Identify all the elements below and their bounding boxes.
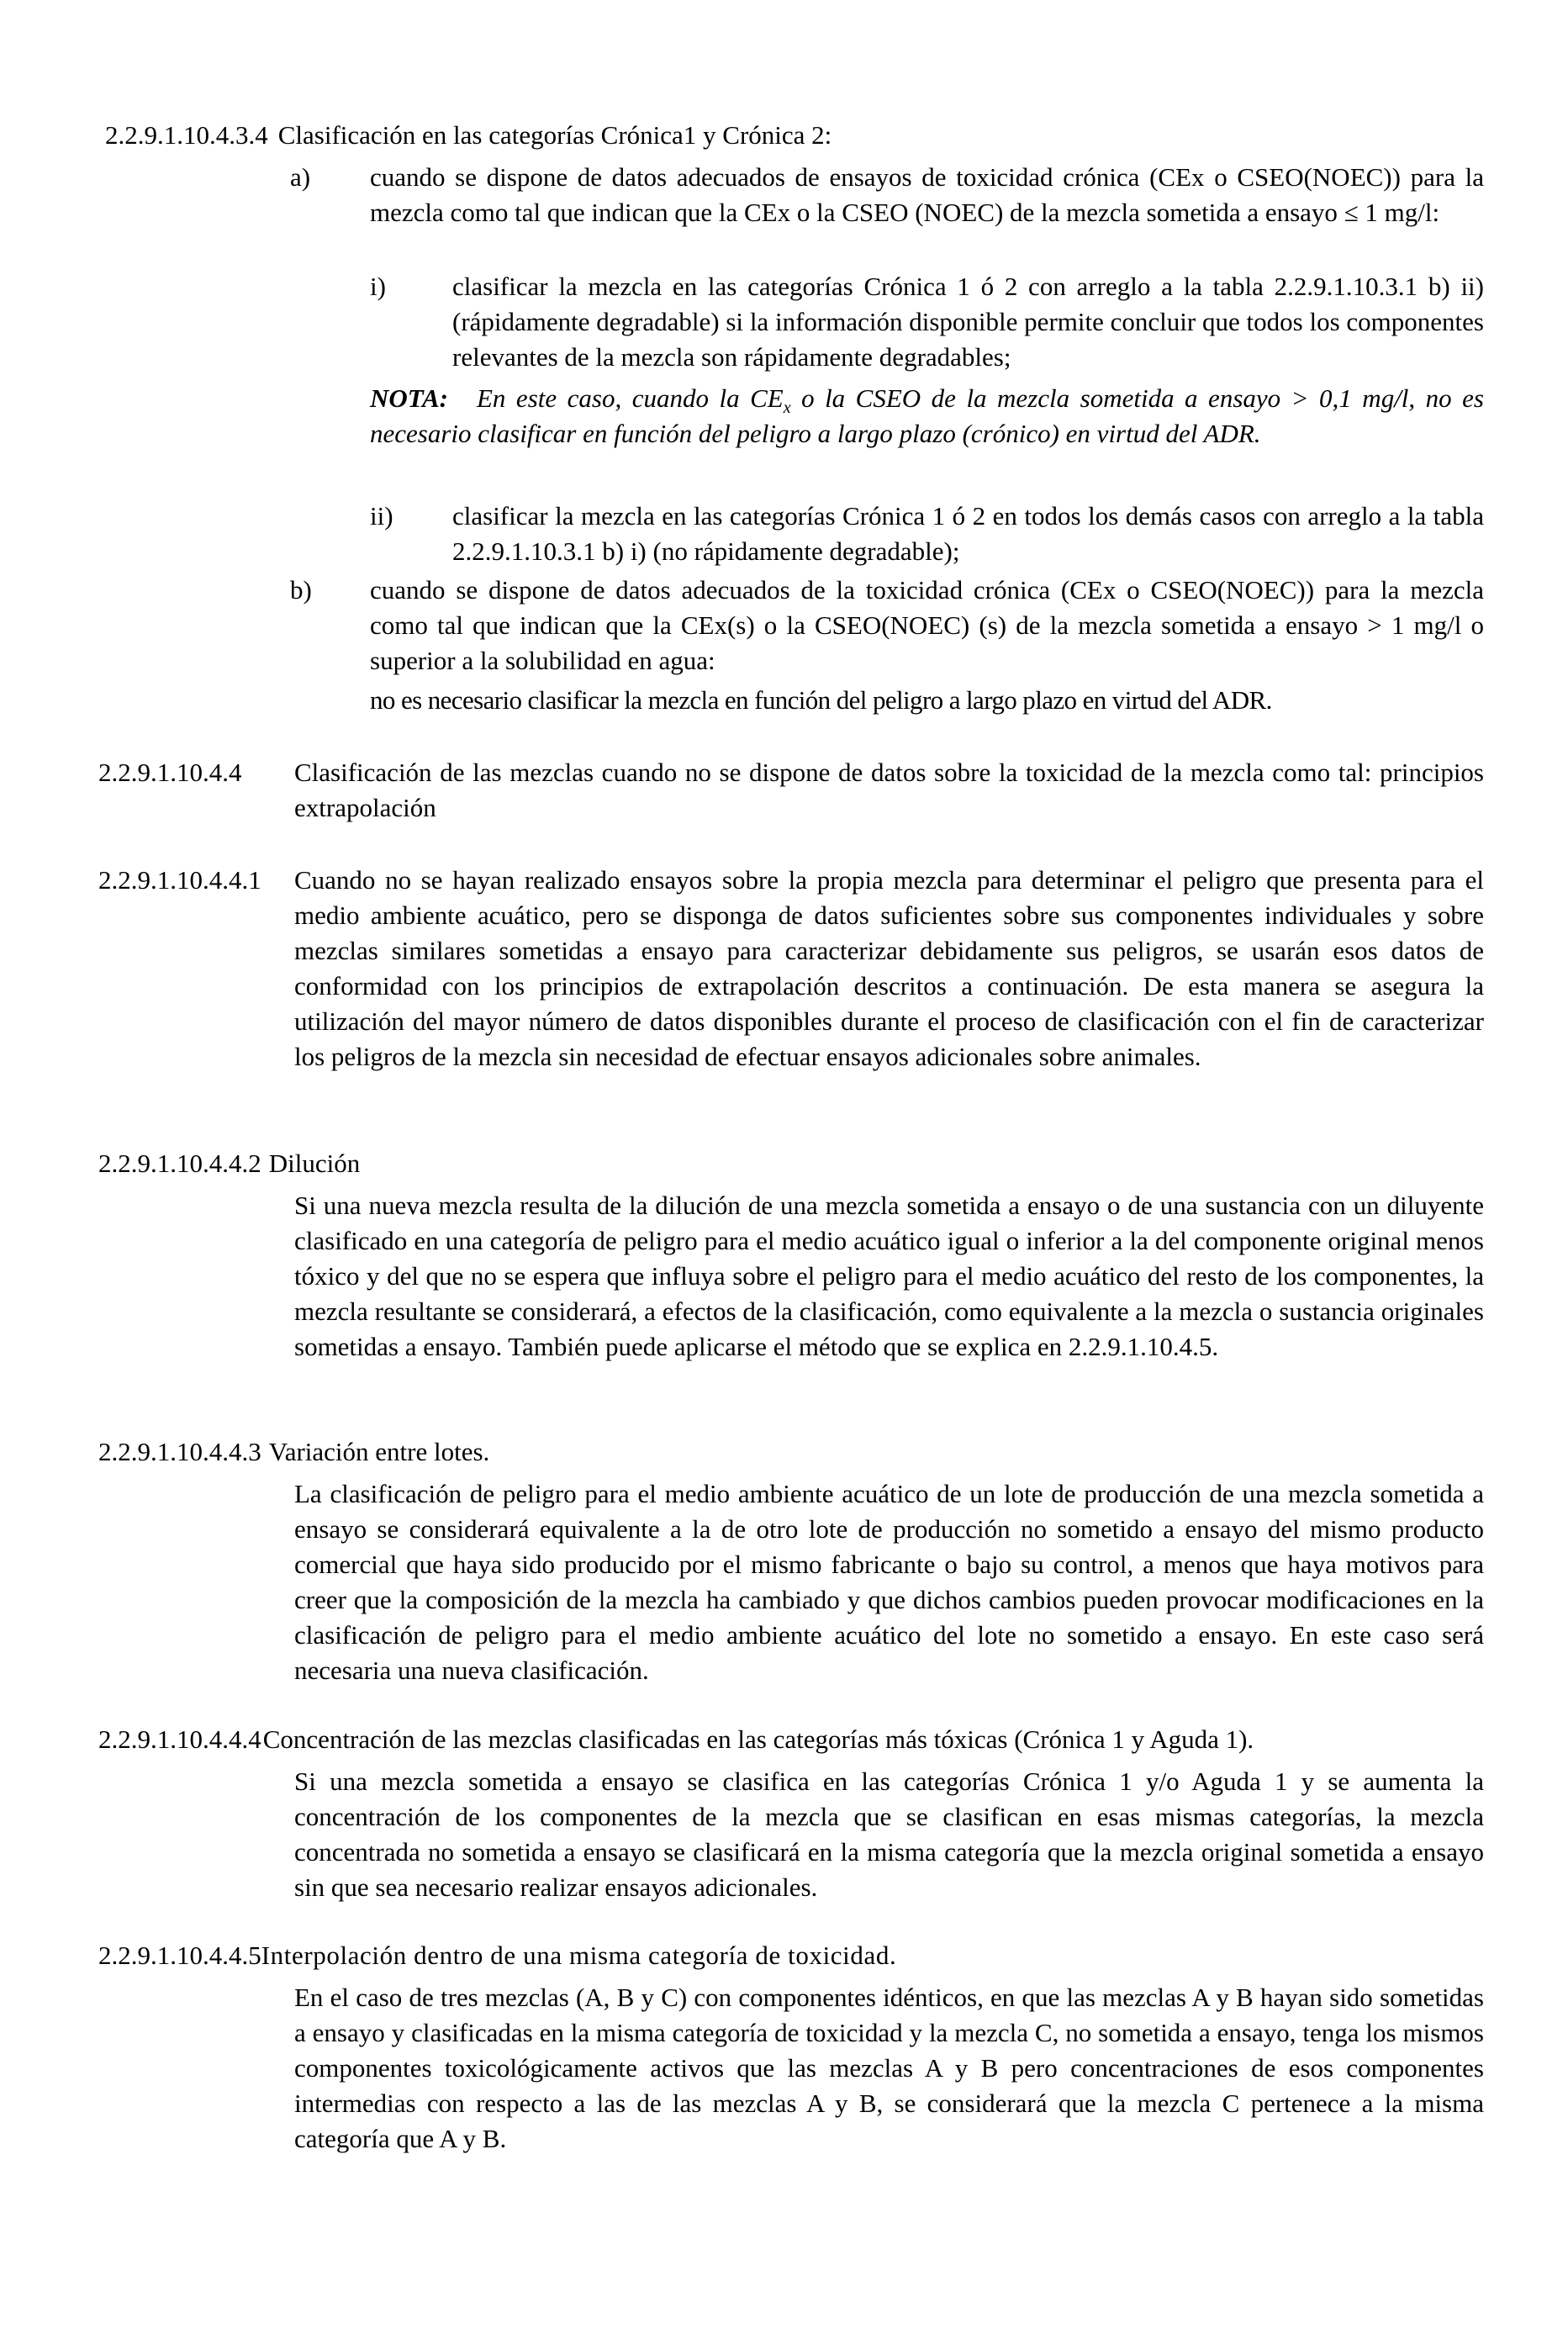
subitem-label-i: i): [370, 272, 386, 301]
section-heading-2-2-9-1-10-4-4-2: [98, 1146, 360, 1181]
section-title: Clasificación en las categorías Crónica1 y Crónica 2:: [277, 120, 832, 150]
item-b-text: cuando se dispone de datos adecuados de la toxicidad crónica (CEx o CSEO(NOEC)) para la mezcla como tal que indican que la CEx(s) o la CSEO(NOEC) (s) de la mezcla sometida a ensayo > 1 mg/l o superior a la solubilidad en agua:: [370, 575, 1484, 675]
section-title-2-2-9-1-10-4-4: Clasificación de las mezclas cuando no se dispone de datos sobre la toxicidad de la mezcla como tal: principios extrapolación: [294, 758, 1484, 822]
section-number: 2.2.9.1.10.4.4.2: [98, 1149, 261, 1178]
section-heading-2-2-9-1-10-4-3-4: [105, 118, 1484, 153]
item-b-conclusion: no es necesario clasificar la mezcla en función del peligro a largo plazo en virtud del ADR.: [370, 685, 1272, 715]
section-text-2-2-9-1-10-4-4-2: Si una nueva mezcla resulta de la dilución de una mezcla sometida a ensayo o de una sustancia con un diluyente clasificado en una categoría de peligro para el medio acuático igual o inferior a la del componente original menos tóxico y del que no se espera que influya sobre el peligro para el medio acuático del resto de los componentes, la mezcla resultante se considerará, a efectos de la clasificación, como equivalente a la mezcla o sustancia originales sometidas a ensayo. También puede aplicarse el método que se explica en 2.2.9.1.10.4.5.: [294, 1191, 1484, 1361]
section-text-2-2-9-1-10-4-4-5: En el caso de tres mezclas (A, B y C) con componentes idénticos, en que las mezclas A y B hayan sido sometidas a ensayo y clasificadas en la misma categoría de toxicidad y la mezcla C, no sometida a ensayo, tenga los mismos componentes toxicológicamente activos que las mezclas A y B pero concentraciones de esos componentes intermedias con respecto a las de las mezclas A y B, se considerará que la mezcla C pertenece a la misma categoría que A y B.: [294, 1983, 1484, 2153]
section-number: 2.2.9.1.10.4.4.5: [98, 1941, 261, 1970]
subitem-i-text: clasificar la mezcla en las categorías Crónica 1 ó 2 con arreglo a la tabla 2.2.9.1.10.3.1 b) ii) (rápidamente degradable) si la información disponible permite concluir que todos los componentes relevantes de la mezcla son rápidamente degradables;: [452, 272, 1484, 372]
section-heading-2-2-9-1-10-4-4-3: [98, 1434, 489, 1470]
section-number-2-2-9-1-10-4-4: 2.2.9.1.10.4.4: [98, 758, 242, 787]
item-label-b: b): [290, 575, 312, 605]
note-part1: En este caso, cuando la CE: [477, 383, 784, 413]
section-text-2-2-9-1-10-4-4-3: La clasificación de peligro para el medio ambiente acuático de un lote de producción de una mezcla sometida a ensayo se considerará equivalente a la de otro lote de producción no sometido a ensayo del mismo producto comercial que haya sido producido por el mismo fabricante o bajo su control, a menos que haya motivos para creer que la composición de la mezcla ha cambiado y que dichos cambios pueden provocar modificaciones en la clasificación de peligro para el medio ambiente acuático del lote no sometido a ensayo. En este caso será necesaria una nueva clasificación.: [294, 1479, 1484, 1685]
section-title: Concentración de las mezclas clasificadas en las categorías más tóxicas (Crónica 1 y Aguda 1).: [262, 1724, 1254, 1754]
section-number: 2.2.9.1.10.4.4.3: [98, 1437, 261, 1466]
item-label-a: a): [290, 162, 311, 192]
section-title: Interpolación dentro de una misma categoría de toxicidad.: [261, 1941, 897, 1970]
note-label: NOTA:: [370, 383, 448, 413]
section-heading-2-2-9-1-10-4-4-4: [98, 1722, 1254, 1757]
item-a-text: cuando se dispone de datos adecuados de ensayos de toxicidad crónica (CEx o CSEO(NOEC)) para la mezcla como tal que indican que la CEx o la CSEO (NOEC) de la mezcla sometida a ensayo ≤ 1 mg/l:: [370, 162, 1484, 227]
subitem-label-ii: ii): [370, 501, 393, 531]
section-number-2-2-9-1-10-4-4-1: 2.2.9.1.10.4.4.1: [98, 865, 261, 895]
note-text: [370, 381, 1484, 451]
subitem-ii-text: clasificar la mezcla en las categorías Crónica 1 ó 2 en todos los demás casos con arreglo a la tabla 2.2.9.1.10.3.1 b) i) (no rápidamente degradable);: [452, 501, 1484, 566]
section-text-2-2-9-1-10-4-4-1: Cuando no se hayan realizado ensayos sobre la propia mezcla para determinar el peligro que presenta para el medio ambiente acuático, pero se disponga de datos suficientes sobre sus componentes individuales y sobre mezclas similares sometidas a ensayo para caracterizar debidamente sus peligros, se usarán esos datos de conformidad con los principios de extrapolación descritos a continuación. De esta manera se asegura la utilización del mayor número de datos disponibles durante el proceso de clasificación con el fin de caracterizar los peligros de la mezcla sin necesidad de efectuar ensayos adicionales sobre animales.: [294, 865, 1484, 1071]
section-title: Dilución: [268, 1149, 361, 1178]
section-number: 2.2.9.1.10.4.3.4: [105, 120, 268, 150]
section-number: 2.2.9.1.10.4.4.4: [98, 1724, 261, 1754]
section-title: Variación entre lotes.: [268, 1437, 490, 1466]
note-subscript: x: [783, 399, 791, 418]
section-heading-2-2-9-1-10-4-4-5: [98, 1938, 896, 1973]
section-text-2-2-9-1-10-4-4-4: Si una mezcla sometida a ensayo se clasifica en las categorías Crónica 1 y/o Aguda 1 y se aumenta la concentración de los componentes de la mezcla que se clasifican en esas mismas categorías, la mezcla concentrada no sometida a ensayo se clasificará en la misma categoría que la mezcla original sometida a ensayo sin que sea necesario realizar ensayos adicionales.: [294, 1766, 1484, 1902]
note-part2: o la CSEO de la mezcla sometida a ensayo > 0,1 mg/l, no es necesario clasificar en función del peligro a largo plazo (crónico) en virtud del ADR.: [370, 383, 1484, 448]
